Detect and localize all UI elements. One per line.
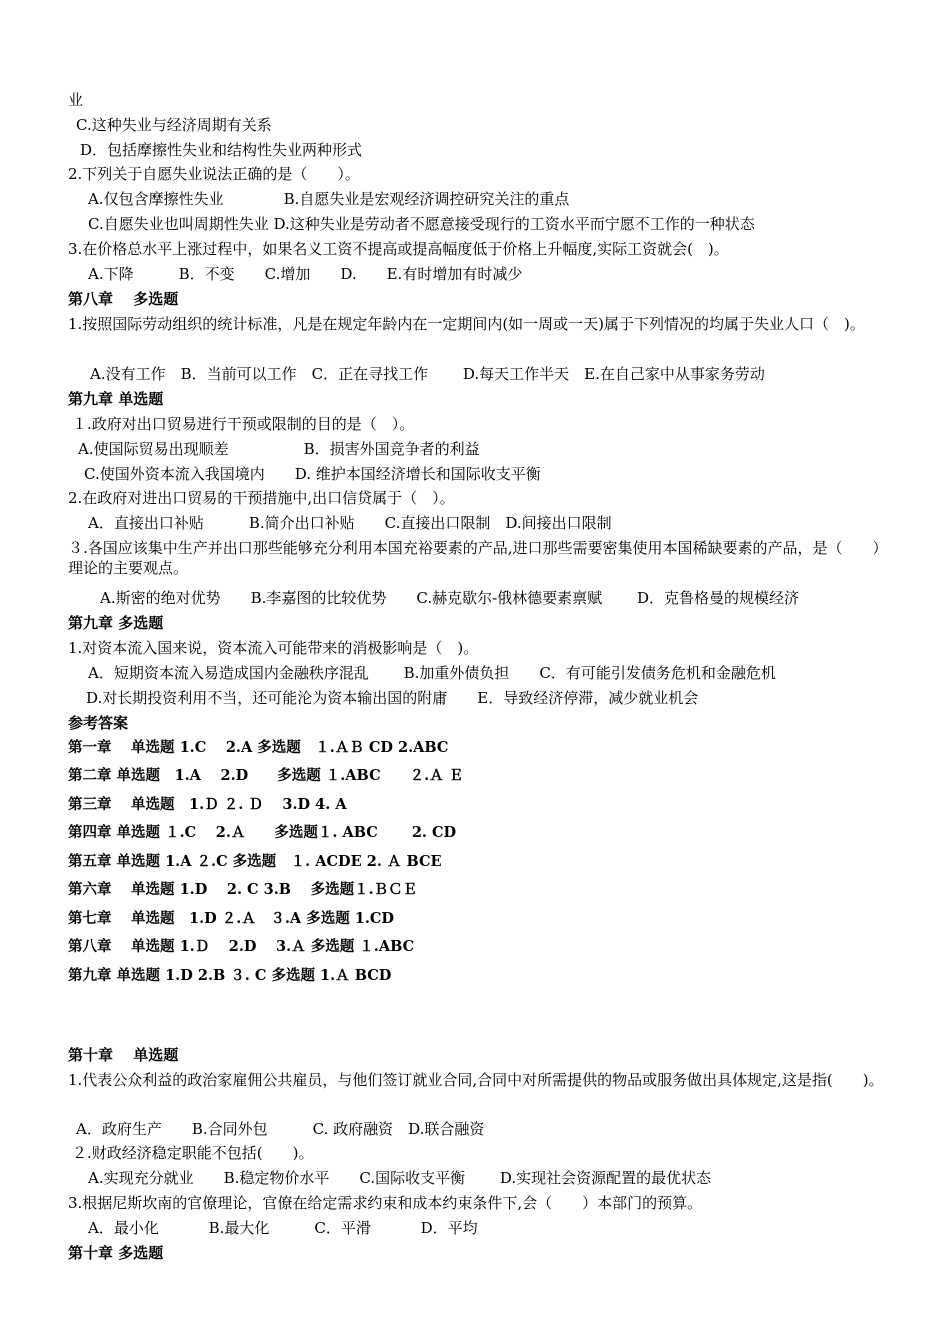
- question-line: 2.在政府对进出口贸易的干预措施中,出口信贷属于（ ）。: [68, 489, 455, 507]
- question-line: 2.下列关于自愿失业说法正确的是（ ）。: [68, 165, 360, 183]
- text-line: 业: [68, 91, 84, 109]
- option-line: A．政府生产 B.合同外包 C. 政府融资 D.联合融资: [76, 1120, 485, 1138]
- option-line: A.没有工作 B．当前可以工作 C．正在寻找工作 D.每天工作半天 E.在自己家中从事家务劳动: [90, 365, 765, 383]
- answer-line: 第九章 单选题 1.D 2.B ３. C 多选题 1.Ａ BCD: [68, 967, 392, 984]
- option-line: A.斯密的绝对优势 B.李嘉图的比较优势 C.赫克歇尔-俄林德要素禀赋 D．克鲁格曼的规模经济: [100, 589, 799, 607]
- option-line: C.使国外资本流入我国境内 D. 维护本国经济增长和国际收支平衡: [84, 465, 541, 483]
- section-heading: 第十章 单选题: [68, 1046, 179, 1064]
- question-line: 1.代表公众利益的政治家雇佣公共雇员，与他们签订就业合同,合同中对所需提供的物品或服务做出具体规定,这是指( )。: [68, 1071, 884, 1089]
- option-line: A.仅包含摩擦性失业 B.自愿失业是宏观经济调控研究关注的重点: [88, 190, 570, 208]
- answer-line: 第五章 单选题 1.A ２.C 多选题 １. ACDE 2. Ａ BCE: [68, 853, 442, 870]
- answer-line: 第八章 单选题 1.Ｄ 2.D 3.Ａ 多选题 １.ABC: [68, 938, 415, 955]
- option-line: A.使国际贸易出现顺差 B．损害外国竞争者的利益: [78, 440, 480, 458]
- option-line: D.对长期投资利用不当，还可能沦为资本输出国的附庸 E．导致经济停滞，减少就业机会: [86, 689, 699, 707]
- answer-line: 第六章 单选题 1.D 2. C 3.B 多选题１.ＢＣＥ: [68, 881, 418, 898]
- question-line: 3.在价格总水平上涨过程中，如果名义工资不提高或提高幅度低于价格上升幅度,实际工资就会( )。: [68, 240, 729, 258]
- option-line: C.这种失业与经济周期有关系: [76, 116, 272, 134]
- section-heading: 第十章 多选题: [68, 1244, 164, 1262]
- question-line: １.政府对出口贸易进行干预或限制的目的是（ ）。: [72, 415, 415, 433]
- answer-line: 第四章 单选题 １.C 2.Ａ 多选题１. ABC 2. CD: [68, 824, 457, 841]
- question-line: 3.根据尼斯坎南的官僚理论，官僚在给定需求约束和成本约束条件下,会（ ）本部门的预算。: [68, 1194, 703, 1212]
- question-line: ３.各国应该集中生产并出口那些能够充分利用本国充裕要素的产品,进口那些需要密集使用本国稀缺要素的产品，是（ ）理论的主要观点。: [68, 539, 888, 577]
- question-line: 1.按照国际劳动组织的统计标准，凡是在规定年龄内在一定期间内(如一周或一天)属于下列情况的均属于失业人口（ )。: [68, 315, 865, 333]
- answer-line: 第一章 单选题 1.C 2.A 多选题 １.ＡＢ CD 2.ABC: [68, 739, 449, 756]
- section-heading: 第九章 多选题: [68, 614, 164, 632]
- section-heading: 第九章 单选题: [68, 390, 164, 408]
- option-line: A.下降 B．不变 C.增加 D. E.有时增加有时减少: [88, 265, 523, 283]
- question-line: 1.对资本流入国来说，资本流入可能带来的消极影响是（ )。: [68, 639, 479, 657]
- answer-line: 第三章 单选题 1.Ｄ ２. Ｄ 3.D 4. A: [68, 796, 347, 813]
- section-heading: 第八章 多选题: [68, 290, 179, 308]
- answer-line: 第七章 单选题 1.D ２.Ａ ３.A 多选题 1.CD: [68, 910, 395, 927]
- answers-heading: 参考答案: [68, 714, 129, 732]
- option-line: A．短期资本流入易造成国内金融秩序混乱 B.加重外债负担 C．有可能引发债务危机和金融危机: [88, 664, 776, 682]
- question-line: ２.财政经济稳定职能不包括( )。: [72, 1144, 314, 1162]
- option-line: A．直接出口补贴 B.简介出口补贴 C.直接出口限制 D.间接出口限制: [88, 514, 612, 532]
- option-line: D．包括摩擦性失业和结构性失业两种形式: [80, 141, 363, 159]
- option-line: A.实现充分就业 B.稳定物价水平 C.国际收支平衡 D.实现社会资源配置的最优状态: [88, 1169, 712, 1187]
- answer-line: 第二章 单选题 1.A 2.D 多选题 １.ABC ２.Ａ Ｅ: [68, 767, 464, 784]
- option-line: A．最小化 B.最大化 C．平滑 D．平均: [88, 1219, 478, 1237]
- option-line: C.自愿失业也叫周期性失业 D.这种失业是劳动者不愿意接受现行的工资水平而宁愿不工作的一种状态: [88, 215, 755, 233]
